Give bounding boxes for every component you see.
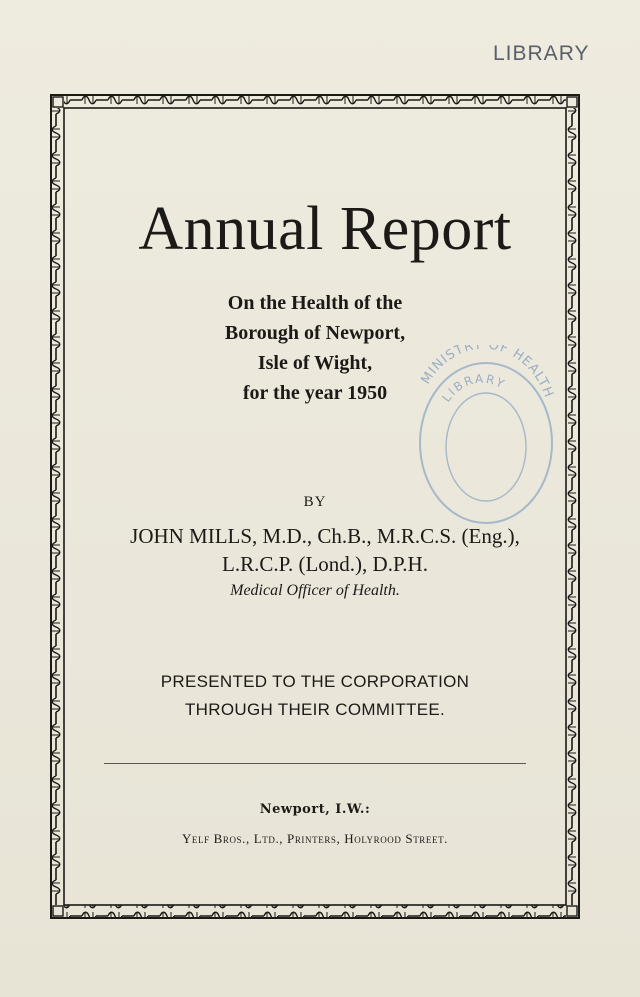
author-line-1: JOHN MILLS, M.D., Ch.B., M.R.C.S. (Eng.), [130, 524, 520, 548]
stamp-inner-text: LIBRARY [439, 371, 509, 405]
subtitle-line: On the Health of the [227, 292, 403, 314]
subtitle-line: Isle of Wight, [257, 352, 373, 374]
report-title: Annual Report [138, 195, 512, 263]
presented-line-1: PRESENTED TO THE CORPORATION [160, 672, 470, 691]
by-label: BY [303, 494, 327, 510]
divider-rule [104, 763, 526, 764]
author-role: Medical Officer of Health. [230, 582, 400, 599]
presented-statement [62, 668, 568, 724]
imprint-place: Newport, I.W.: [259, 802, 371, 817]
ministry-library-stamp [408, 345, 558, 525]
stamp-outer-text: MINISTRY OF HEALTH [418, 345, 557, 401]
author-line-2: L.R.C.P. (Lond.), D.P.H. [222, 552, 428, 576]
imprint-printer [62, 831, 568, 847]
subtitle-line: for the year 1950 [242, 382, 388, 404]
library-stamp: LIBRARY [493, 42, 590, 65]
printer-text: Yelf Bros., Ltd., Printers, Holyrood Street. [181, 831, 449, 846]
svg-text:MINISTRY OF HEALTH [418, 345, 556, 400]
subtitle-line: Borough of Newport, [224, 322, 406, 344]
author-credentials [62, 522, 588, 578]
presented-line-2: THROUGH THEIR COMMITTEE. [185, 700, 445, 719]
